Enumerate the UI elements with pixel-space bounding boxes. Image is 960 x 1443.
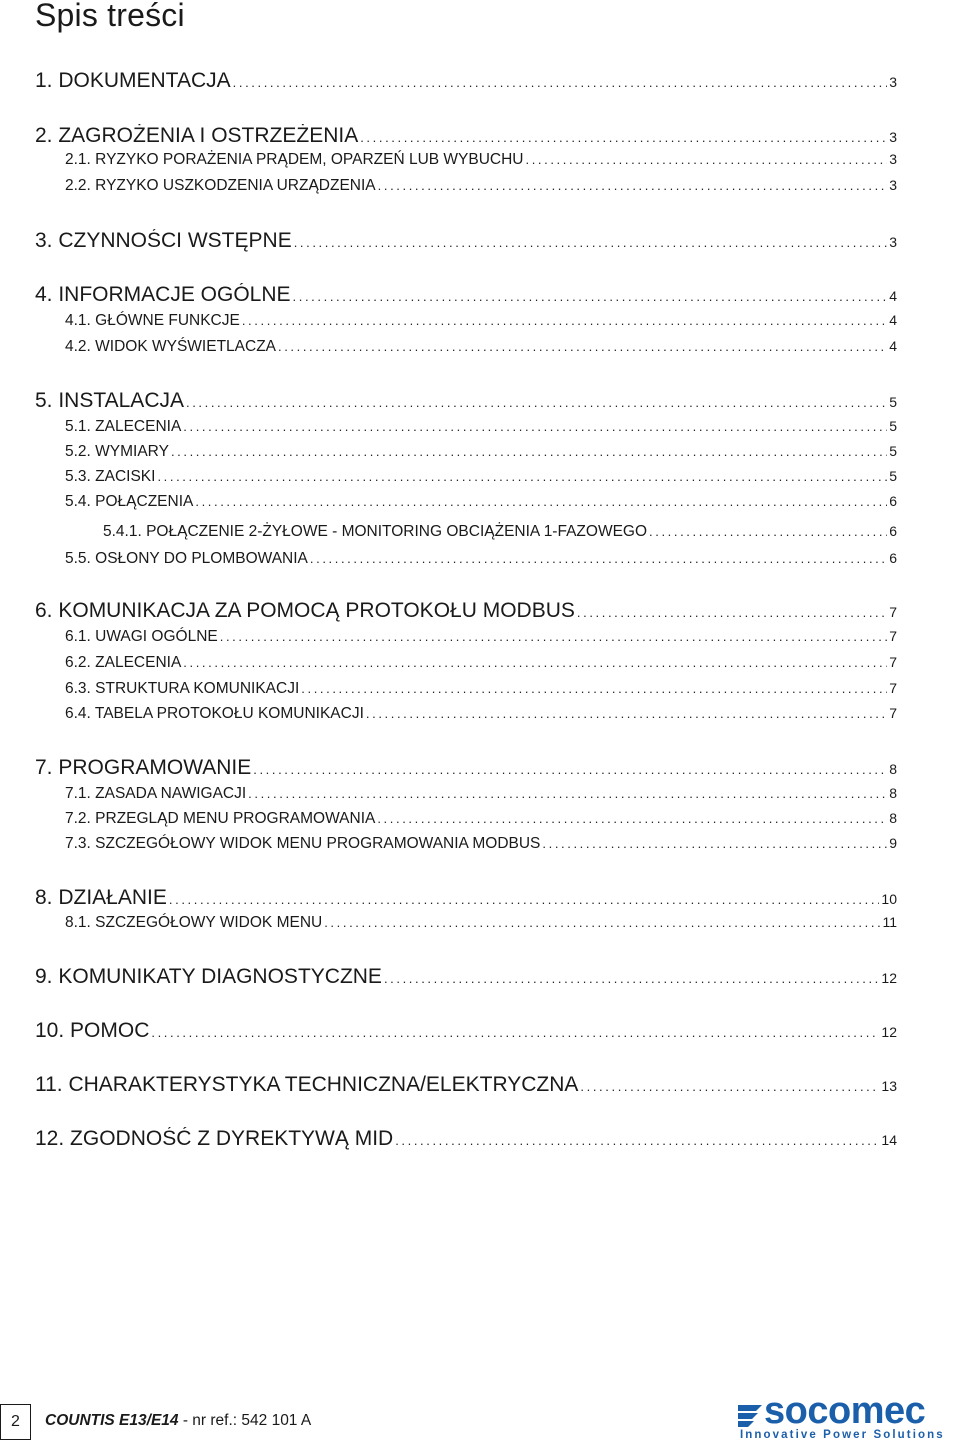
toc-entry[interactable]	[35, 599, 897, 625]
toc-entry[interactable]	[65, 913, 897, 932]
toc-entry-page-number: 8	[889, 810, 897, 826]
toc-entry-page-number: 3	[889, 177, 897, 193]
toc-entry-title: 1. DOKUMENTACJA	[35, 69, 231, 92]
dot-leader	[294, 231, 888, 255]
dot-leader	[186, 391, 887, 415]
toc-entry-page-number: 7	[889, 604, 897, 620]
page-title: Spis treści	[35, 0, 185, 33]
toc-entry-page-number: 6	[889, 550, 897, 566]
toc-entry-page-number: 3	[889, 151, 897, 167]
toc-entry-title: 6.2. ZALECENIA	[65, 654, 182, 671]
toc-entry-page-number: 11	[882, 914, 897, 930]
toc-entry-page-number: 12	[881, 1024, 897, 1040]
toc-entry[interactable]	[65, 417, 897, 436]
toc-entry-page-number: 7	[889, 705, 897, 721]
toc-entry-title: 7.3. SZCZEGÓŁOWY WIDOK MENU PROGRAMOWANIA MODBUS	[65, 835, 541, 852]
toc-entry-title: 9. KOMUNIKATY DIAGNOSTYCZNE	[35, 965, 382, 988]
toc-entry-title: 3. CZYNNOŚCI WSTĘPNE	[35, 229, 292, 252]
toc-entry[interactable]	[35, 1127, 897, 1153]
toc-entry[interactable]	[65, 337, 897, 356]
toc-entry-page-number: 3	[889, 234, 897, 250]
toc-entry[interactable]	[65, 442, 897, 461]
toc-entry[interactable]	[35, 756, 897, 782]
logo-tagline: Innovative Power Solutions	[740, 1429, 945, 1441]
toc-entry[interactable]	[35, 965, 897, 991]
toc-entry-title: 2.2. RYZYKO USZKODZENIA URZĄDZENIA	[65, 177, 376, 194]
toc-entry-title: 6.3. STRUKTURA KOMUNIKACJI	[65, 680, 300, 697]
toc-entry-page-number: 14	[881, 1132, 897, 1148]
toc-entry[interactable]	[35, 229, 897, 255]
toc-entry-title: 7.1. ZASADA NAWIGACJI	[65, 785, 247, 802]
toc-entry-page-number: 7	[889, 654, 897, 670]
toc-entry-title: 5.1. ZALECENIA	[65, 418, 182, 435]
toc-entry-page-number: 5	[889, 418, 897, 434]
toc-entry[interactable]	[65, 467, 897, 486]
toc-entry-title: 5.3. ZACISKI	[65, 468, 156, 485]
toc-entry[interactable]	[65, 150, 897, 169]
toc-entry-title: 5.4.1. POŁĄCZENIE 2-ŻYŁOWE - MONITORING OBCIĄŻENIA 1-FAZOWEGO	[103, 523, 648, 540]
toc-entry-page-number: 7	[889, 628, 897, 644]
toc-entry-page-number: 3	[889, 129, 897, 145]
toc-entry-title: 12. ZGODNOŚĆ Z DYREKTYWĄ MID	[35, 1127, 394, 1150]
logo-wordmark: socomec	[764, 1390, 926, 1432]
toc-entry-page-number: 5	[889, 443, 897, 459]
dot-leader	[580, 1075, 879, 1099]
dot-leader	[395, 1129, 879, 1153]
document-reference	[45, 1412, 311, 1430]
toc-entry-page-number: 8	[889, 761, 897, 777]
toc-entry-page-number: 5	[889, 468, 897, 484]
toc-entry-page-number: 12	[881, 970, 897, 986]
toc-entry-page-number: 6	[889, 523, 897, 539]
dot-leader	[220, 628, 887, 646]
toc-entry-page-number: 6	[889, 493, 897, 509]
toc-entry[interactable]	[65, 311, 897, 330]
toc-entry-page-number: 4	[889, 338, 897, 354]
toc-entry-title: 11. CHARAKTERYSTYKA TECHNICZNA/ELEKTRYCZNA	[35, 1073, 579, 1096]
toc-entry-page-number: 9	[889, 835, 897, 851]
dot-leader	[278, 338, 887, 356]
toc-entry-title: 5.4. POŁĄCZENIA	[65, 493, 194, 510]
dot-leader	[183, 418, 887, 436]
toc-entry-title: 8.1. SZCZEGÓŁOWY WIDOK MENU	[65, 914, 323, 931]
toc-entry[interactable]	[65, 679, 897, 698]
toc-entry-title: 7.2. PRZEGLĄD MENU PROGRAMOWANIA	[65, 810, 376, 827]
dot-leader	[649, 523, 887, 541]
reference-number: - nr ref.: 542 101 A	[178, 1412, 312, 1429]
dot-leader	[293, 285, 888, 309]
socomec-logo-mark-icon	[736, 1404, 764, 1428]
dot-leader	[151, 1021, 879, 1045]
toc-entry-title: 2. ZAGROŻENIA I OSTRZEŻENIA	[35, 124, 359, 147]
toc-entry[interactable]	[65, 834, 897, 853]
toc-entry-title: 4.1. GŁÓWNE FUNKCJE	[65, 312, 240, 329]
toc-entry[interactable]	[35, 1019, 897, 1045]
dot-leader	[195, 493, 887, 511]
product-name: COUNTIS E13/E14	[45, 1412, 179, 1429]
toc-entry-page-number: 10	[881, 891, 897, 907]
toc-entry-title: 6. KOMUNIKACJA ZA POMOCĄ PROTOKOŁU MODBUS	[35, 599, 575, 622]
toc-entry-title: 10. POMOC	[35, 1019, 150, 1042]
toc-entry-title: 8. DZIAŁANIE	[35, 886, 167, 909]
toc-entry[interactable]	[65, 784, 897, 803]
dot-leader	[377, 810, 887, 828]
dot-leader	[526, 151, 888, 169]
toc-entry[interactable]	[35, 1073, 897, 1099]
dot-leader	[301, 680, 887, 698]
toc-entry[interactable]	[35, 886, 897, 912]
toc-entry-page-number: 13	[881, 1078, 897, 1094]
dot-leader	[248, 785, 887, 803]
page-number-box	[0, 1404, 31, 1440]
toc-entry-title: 5.2. WYMIARY	[65, 443, 169, 460]
dot-leader	[384, 967, 879, 991]
toc-entry-page-number: 4	[889, 312, 897, 328]
toc-entry-page-number: 8	[889, 785, 897, 801]
dot-leader	[366, 705, 887, 723]
toc-entry[interactable]	[65, 492, 897, 511]
socomec-logo	[736, 1390, 958, 1443]
toc-entry[interactable]	[65, 704, 897, 723]
toc-entry[interactable]	[35, 124, 897, 150]
dot-leader	[378, 177, 888, 195]
toc-entry-page-number: 5	[889, 394, 897, 410]
toc-entry-title: 6.1. UWAGI OGÓLNE	[65, 628, 218, 645]
dot-leader	[577, 601, 887, 625]
toc-entry[interactable]	[103, 522, 897, 541]
toc-entry-title: 7. PROGRAMOWANIE	[35, 756, 252, 779]
toc-entry[interactable]	[65, 176, 897, 195]
toc-entry-title: 2.1. RYZYKO PORAŻENIA PRĄDEM, OPARZEŃ LUB WYBUCHU	[65, 151, 524, 168]
toc-entry[interactable]	[65, 653, 897, 672]
toc-entry-title: 4. INFORMACJE OGÓLNE	[35, 283, 291, 306]
dot-leader	[242, 312, 887, 330]
page-number: 2	[11, 1413, 20, 1430]
toc-entry-title: 5.5. OSŁONY DO PLOMBOWANIA	[65, 550, 308, 567]
dot-leader	[183, 654, 887, 672]
toc-entry-page-number: 7	[889, 680, 897, 696]
dot-leader	[310, 550, 887, 568]
toc-entry[interactable]	[35, 389, 897, 415]
dot-leader	[169, 888, 880, 912]
dot-leader	[253, 758, 887, 782]
toc-entry[interactable]	[65, 627, 897, 646]
dot-leader	[233, 71, 888, 95]
dot-leader	[157, 468, 887, 486]
dot-leader	[171, 443, 887, 461]
toc-entry-page-number: 3	[889, 74, 897, 90]
toc-entry-title: 5. INSTALACJA	[35, 389, 184, 412]
dot-leader	[324, 914, 880, 932]
toc-entry[interactable]	[35, 69, 897, 95]
dot-leader	[542, 835, 887, 853]
toc-entry[interactable]	[65, 809, 897, 828]
toc-entry[interactable]	[35, 283, 897, 309]
dot-leader	[360, 126, 887, 150]
toc-entry-title: 4.2. WIDOK WYŚWIETLACZA	[65, 338, 276, 355]
toc-entry-page-number: 4	[889, 288, 897, 304]
toc-entry-title: 6.4. TABELA PROTOKOŁU KOMUNIKACJI	[65, 705, 364, 722]
toc-entry[interactable]	[65, 549, 897, 568]
